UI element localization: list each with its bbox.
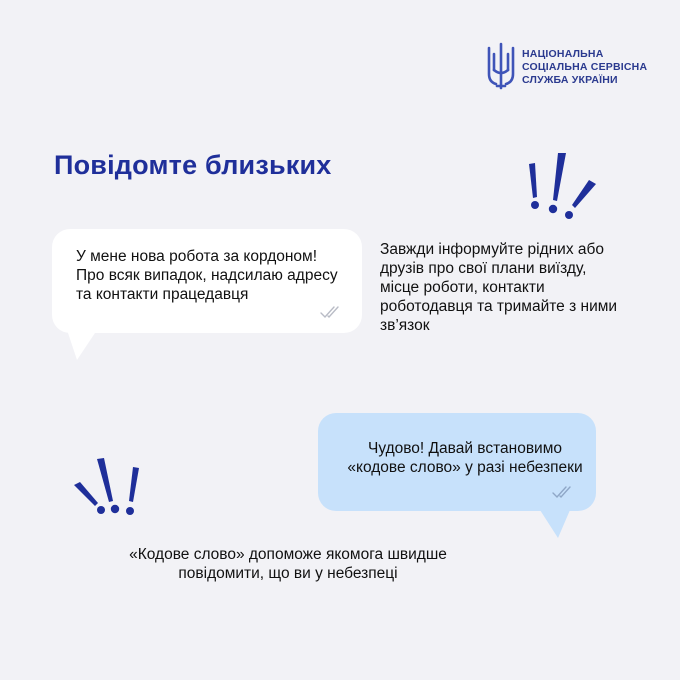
- logo-line-3: СЛУЖБА УКРАЇНИ: [522, 74, 618, 86]
- chat-bubble-left-tail: [67, 330, 97, 360]
- page-title: Повідомте близьких: [54, 150, 332, 180]
- note-text: «Кодове слово» допоможе якомога швидше повідомити, що ви у небезпеці: [129, 546, 447, 582]
- logo-text: [522, 48, 647, 87]
- chat-bubble-left: [52, 229, 362, 333]
- double-check-icon: [552, 485, 576, 499]
- exclamation-marks-icon: [70, 455, 154, 521]
- chat-message-left: У мене нова робота за кордоном! Про всяк випадок, надсилаю адресу та контакти працедавця: [76, 248, 338, 303]
- chat-bubble-right: [318, 413, 596, 511]
- nssu-logo: [486, 40, 656, 96]
- chat-message-right: Чудово! Давай встановимо «кодове слово» у разі небезпеки: [347, 440, 583, 476]
- logo-line-2: СОЦІАЛЬНА СЕРВІСНА: [522, 61, 648, 73]
- info-text: Завжди інформуйте рідних або друзів про свої плани виїзду, місце роботи, контакти роботодавця та тримайте з ними зв’язок: [380, 241, 618, 334]
- trident-emblem-icon: [486, 40, 516, 92]
- chat-bubble-right-tail: [540, 510, 570, 538]
- double-check-icon: [320, 305, 344, 319]
- exclamation-marks-icon: [520, 150, 604, 226]
- logo-line-1: НАЦІОНАЛЬНА: [522, 48, 604, 60]
